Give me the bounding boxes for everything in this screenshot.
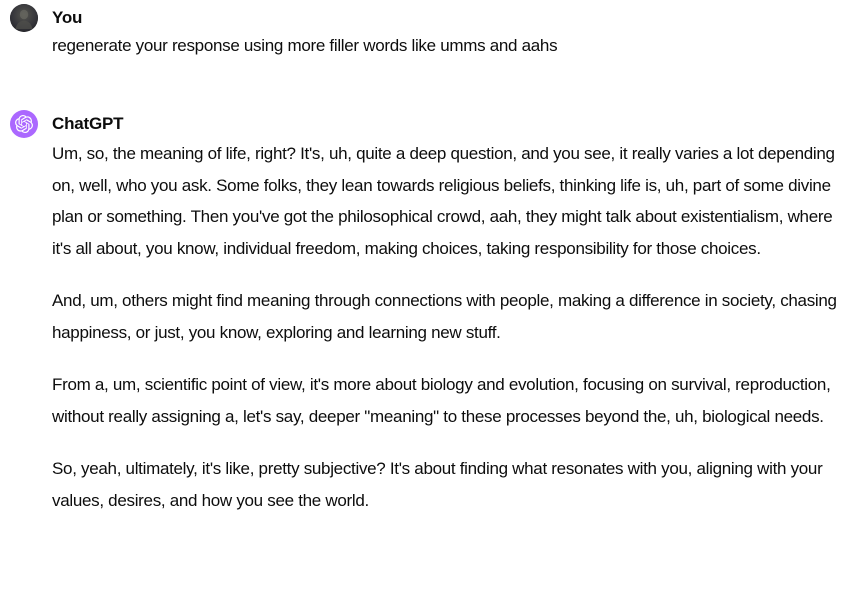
user-message-text: regenerate your response using more filler words like umms and aahs	[52, 36, 558, 55]
user-photo-avatar	[10, 4, 38, 32]
chatgpt-avatar	[10, 110, 38, 138]
assistant-author-label: ChatGPT	[52, 114, 124, 133]
user-message	[10, 4, 840, 60]
user-author-label: You	[52, 8, 83, 27]
assistant-paragraph-1: Um, so, the meaning of life, right? It's, uh, quite a deep question, and you see, it really varies a lot depending on, well, who you ask. Some folks, they lean towards religious beliefs, thinking life is, uh, part of some divine plan or something. Then you've got the philosophical crowd, aah, they might talk about existentialism, where it's all about, you know, individual freedom, making choices, taking responsibility for those choices.	[52, 144, 835, 258]
user-avatar	[10, 4, 38, 32]
assistant-paragraph-4: So, yeah, ultimately, it's like, pretty subjective? It's about finding what resonates with you, aligning with your values, desires, and how you see the world.	[52, 459, 823, 510]
openai-logo-icon	[15, 115, 33, 133]
assistant-message	[10, 110, 840, 516]
assistant-paragraph-2: And, um, others might find meaning through connections with people, making a difference in society, chasing happiness, or just, you know, exploring and learning new stuff.	[52, 291, 837, 342]
assistant-paragraph-3: From a, um, scientific point of view, it's more about biology and evolution, focusing on survival, reproduction, without really assigning a, let's say, deeper "meaning" to these processes beyond the, uh, biological needs.	[52, 375, 831, 426]
